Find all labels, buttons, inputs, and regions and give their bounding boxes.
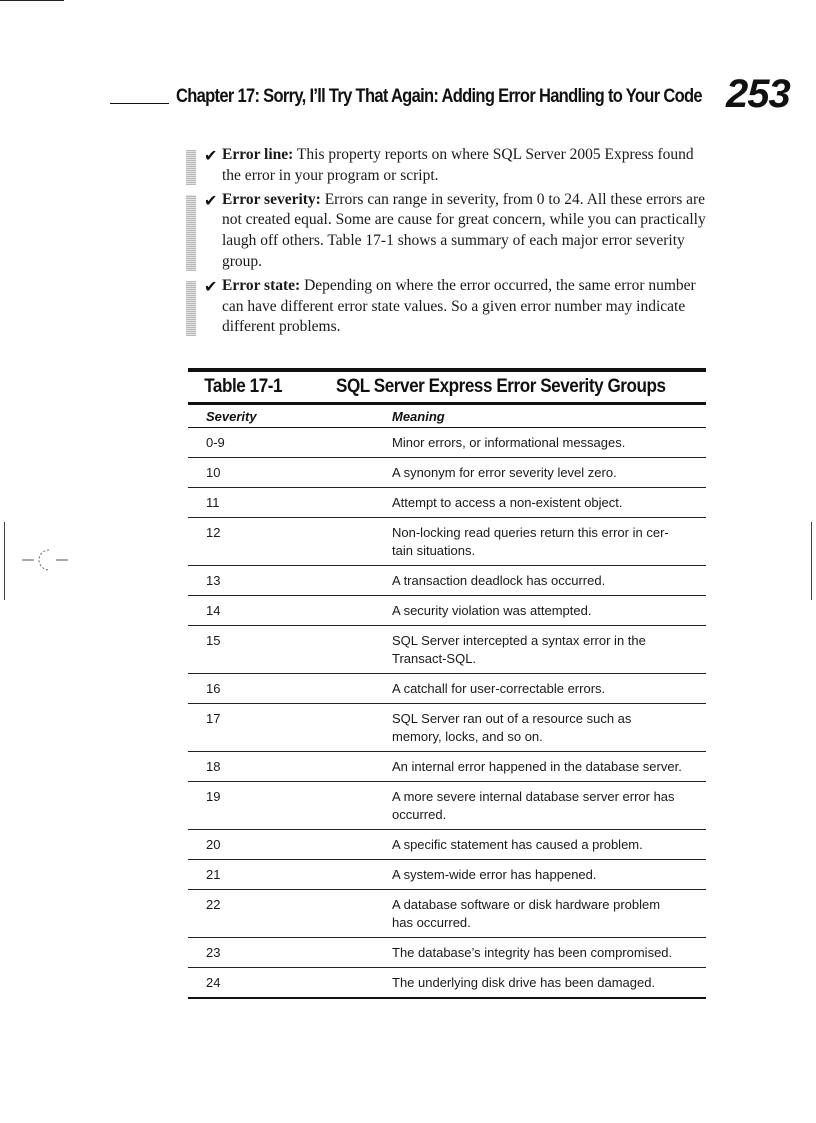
crop-mark-right [811,522,812,600]
meaning-cell: Attempt to access a non-existent object. [392,495,623,510]
margin-bar [186,195,196,271]
severity-cell: 16 [206,681,221,696]
column-header-severity: Severity [206,408,257,424]
table-row [188,566,706,596]
severity-table [188,368,706,999]
severity-cell: 20 [206,837,221,852]
table-row [188,782,706,830]
table-label: Table 17-1 [204,376,283,397]
severity-cell: 24 [206,975,221,990]
meaning-cell: Non-locking read queries return this error in cer- tain situations. [392,525,669,558]
table-row [188,488,706,518]
severity-cell: 23 [206,945,221,960]
severity-cell: 17 [206,711,221,726]
table-row [188,830,706,860]
table-row [188,938,706,968]
severity-cell: 22 [206,897,221,912]
meaning-cell: A security violation was attempted. [392,603,592,618]
bullet-text: Error state: Depending on where the error occurred, the same error number can have different error state values. So a given error number may indicate different problems. [222,276,696,336]
check-icon: ✔ [204,148,218,165]
list-item [186,190,706,273]
table-row [188,596,706,626]
bullet-text: Error severity: Errors can range in severity, from 0 to 24. All these errors are not created equal. Some are cause for great concern, while you can practically laugh off others. Table 17-1 shows a summary of each major error severity group. [222,190,706,270]
margin-bar [186,281,196,336]
table-row [188,518,706,566]
severity-cell: 10 [206,465,221,480]
meaning-cell: A database software or disk hardware problem has occurred. [392,897,661,930]
table-row [188,968,706,999]
table-row [188,890,706,938]
registration-mark-icon [22,546,68,574]
severity-cell: 15 [206,633,221,648]
severity-cell: 21 [206,867,221,882]
table-row [188,626,706,674]
meaning-cell: A catchall for user-correctable errors. [392,681,606,696]
crop-mark-left [4,522,5,600]
severity-cell: 11 [206,495,220,510]
table-row [188,752,706,782]
check-icon: ✔ [204,278,218,296]
table-row [188,704,706,752]
severity-cell: 13 [206,573,221,588]
severity-cell: 12 [206,525,221,540]
table-row [188,458,706,488]
severity-cell: 18 [206,759,221,774]
meaning-cell: SQL Server ran out of a resource such as memory, locks, and so on. [392,711,632,744]
meaning-cell: A specific statement has caused a problem. [392,837,643,852]
meaning-cell: A synonym for error severity level zero. [392,465,617,480]
table-row [188,674,706,704]
table-row [188,860,706,890]
severity-cell: 14 [206,603,221,618]
meaning-cell: An internal error happened in the database server. [392,759,682,774]
meaning-cell: A system-wide error has happened. [392,867,597,882]
table-title-row [188,372,706,402]
page-number: 253 [726,72,790,116]
meaning-cell: A transaction deadlock has occurred. [392,573,606,588]
table-row [188,428,706,458]
meaning-cell: The underlying disk drive has been damaged. [392,975,656,990]
table-header-row [188,405,706,428]
meaning-cell: SQL Server intercepted a syntax error in the Transact-SQL. [392,633,646,666]
column-header-meaning: Meaning [392,408,445,424]
table-title: SQL Server Express Error Severity Groups [336,376,666,397]
list-item [186,276,706,338]
meaning-cell: A more severe internal database server error has occurred. [392,789,675,822]
crop-mark-top [0,0,64,1]
check-icon: ✔ [204,192,218,210]
header-rule [110,103,169,104]
severity-cell: 19 [206,789,221,804]
margin-bar [186,150,196,185]
severity-cell: 0-9 [206,435,225,450]
list-item [186,145,706,187]
meaning-cell: Minor errors, or informational messages. [392,435,626,450]
chapter-header: Chapter 17: Sorry, I’ll Try That Again: Adding Error Handling to Your Code [176,86,702,107]
meaning-cell: The database’s integrity has been compromised. [392,945,673,960]
bullet-text: Error line: This property reports on where SQL Server 2005 Express found the error in your program or script. [222,146,694,184]
bullet-list [186,145,706,341]
